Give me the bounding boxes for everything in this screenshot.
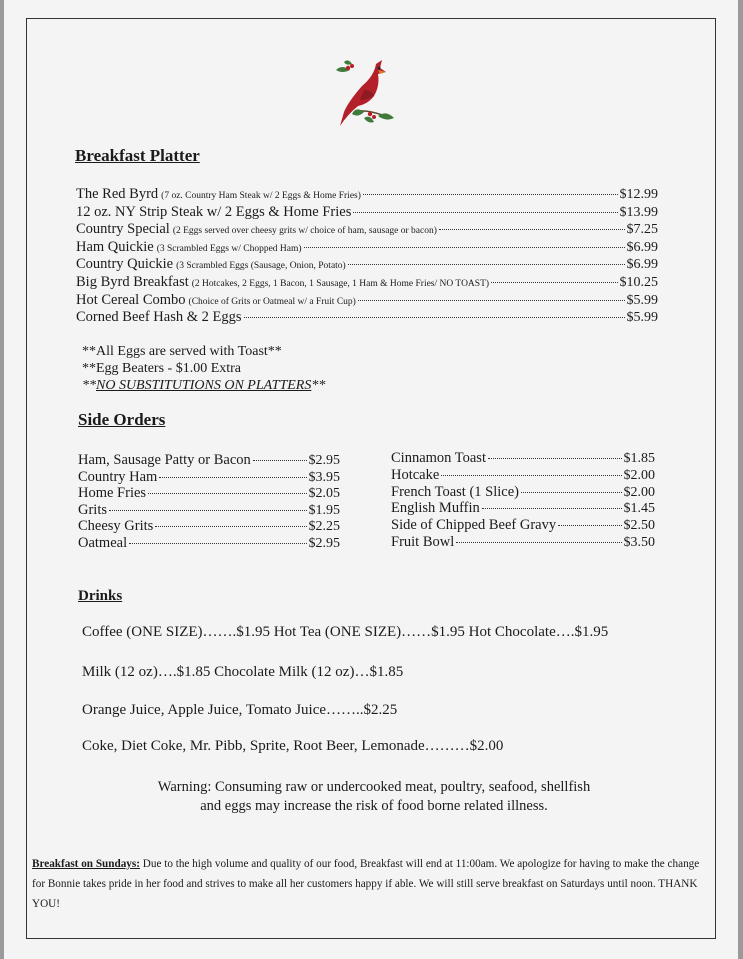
side-item-row	[78, 469, 340, 486]
breakfast-item-detail: (Choice of Grits or Oatmeal w/ a Fruit Cup)	[188, 296, 356, 307]
toast-note: **All Eggs are served with Toast**	[82, 344, 282, 359]
side-item-leader	[558, 525, 621, 526]
no-substitutions-note: **NO SUBSTITUTIONS ON PLATTERS**	[82, 378, 326, 393]
side-item-name: Ham, Sausage Patty or Bacon	[78, 452, 251, 468]
side-item-leader	[159, 477, 306, 478]
breakfast-item-name: The Red Byrd	[76, 186, 159, 202]
breakfast-item-detail: (7 oz. Country Ham Steak w/ 2 Eggs & Home Fries)	[161, 191, 361, 201]
side-item-price: $1.95	[308, 502, 340, 518]
side-item-row	[391, 534, 655, 551]
breakfast-item-row	[76, 292, 658, 309]
food-warning: Warning: Consuming raw or undercooked meat, poultry, seafood, shellfish and eggs may increase the risk of food borne related illness.	[157, 779, 591, 814]
drink-line-juice: Orange Juice, Apple Juice, Tomato Juice……..$2.25	[82, 702, 398, 718]
side-item-name: Grits	[78, 501, 107, 518]
sunday-notice-text: Due to the high volume and quality of our food, Breakfast will end at 11:00am. We apologize for having to make the change for Bonnie takes pride in her food and strives to make all her customers happy if able. We will still serve breakfast on Saturdays until noon. THANK YOU!	[32, 858, 700, 910]
side-item-row	[78, 485, 340, 502]
drink-line-soda: Coke, Diet Coke, Mr. Pibb, Sprite, Root Beer, Lemonade………$2.00	[82, 738, 504, 754]
breakfast-item-price: $6.99	[626, 257, 658, 273]
side-item-row	[391, 484, 655, 501]
breakfast-item-row	[76, 309, 658, 326]
breakfast-item-price: $5.99	[626, 292, 658, 308]
side-item-leader	[155, 526, 306, 527]
breakfast-item-detail: (2 Eggs served over cheesy grits w/ choice of ham, sausage or bacon)	[172, 226, 437, 237]
side-item-price: $2.95	[308, 536, 340, 551]
side-item-row	[78, 452, 340, 469]
drink-line-milk: Milk (12 oz)….$1.85 Chocolate Milk (12 oz)…$1.85	[82, 664, 404, 680]
breakfast-item-leader	[348, 264, 625, 265]
side-item-leader	[482, 508, 622, 509]
breakfast-item-price: $6.99	[626, 239, 658, 255]
side-item-leader	[521, 492, 622, 493]
breakfast-item-name: 12 oz. NY Strip Steak w/ 2 Eggs & Home Fries	[76, 203, 352, 220]
side-item-name: Side of Chipped Beef Gravy	[391, 517, 557, 534]
breakfast-item-detail: (3 Scrambled Eggs (Sausage, Onion, Potato)	[176, 261, 346, 272]
breakfast-item-price: $10.25	[619, 275, 658, 290]
breakfast-item-leader	[358, 300, 625, 301]
side-item-leader	[488, 458, 622, 459]
side-item-leader	[129, 543, 306, 544]
side-item-price: $1.85	[623, 451, 655, 466]
breakfast-item-leader	[304, 247, 625, 248]
breakfast-item-name: Hot Cereal Combo	[76, 291, 186, 308]
breakfast-item-row	[76, 239, 658, 256]
side-item-row	[78, 518, 340, 535]
side-item-name: Cinnamon Toast	[391, 450, 486, 466]
side-item-price: $2.95	[308, 453, 340, 468]
side-item-row	[391, 450, 655, 467]
side-item-leader	[148, 493, 306, 494]
breakfast-item-leader	[353, 212, 617, 213]
breakfast-item-leader	[491, 282, 617, 283]
side-item-price: $2.25	[308, 519, 340, 535]
breakfast-item-name: Ham Quickie	[76, 238, 154, 255]
drink-line-hot: Coffee (ONE SIZE)…….$1.95 Hot Tea (ONE SIZE)……$1.95 Hot Chocolate….$1.95	[82, 624, 609, 640]
drinks-heading: Drinks	[78, 588, 123, 604]
breakfast-item-price: $7.25	[626, 222, 658, 238]
side-item-name: English Muffin	[391, 500, 480, 517]
side-item-leader	[253, 460, 307, 461]
breakfast-item-name: Country Special	[76, 221, 170, 238]
side-item-leader	[456, 542, 621, 543]
side-item-row	[391, 467, 655, 484]
breakfast-item-name: Corned Beef Hash & 2 Eggs	[76, 309, 242, 326]
egg-beaters-note: **Egg Beaters - $1.00 Extra	[82, 361, 242, 376]
breakfast-item-price: $13.99	[619, 204, 658, 220]
side-item-name: Home Fries	[78, 485, 147, 502]
side-item-price: $1.45	[623, 501, 655, 517]
side-item-row	[391, 517, 655, 534]
breakfast-item-name: Big Byrd Breakfast	[76, 274, 189, 290]
side-item-row	[391, 500, 655, 517]
side-item-price: $3.95	[308, 469, 340, 485]
side-item-price: $2.50	[623, 518, 655, 534]
breakfast-item-detail: (2 Hotcakes, 2 Eggs, 1 Bacon, 1 Sausage, 1 Ham & Home Fries/ NO TOAST)	[191, 279, 490, 289]
breakfast-item-row	[76, 221, 658, 238]
breakfast-item-row	[76, 186, 658, 203]
side-item-name: Cheesy Grits	[78, 518, 154, 535]
breakfast-item-row	[76, 256, 658, 273]
breakfast-item-leader	[244, 317, 625, 318]
side-item-price: $3.50	[623, 535, 655, 550]
menu-sheet	[4, 0, 738, 959]
cardinal-icon	[334, 56, 398, 128]
side-item-row	[78, 535, 340, 552]
side-orders-heading: Side Orders	[78, 410, 166, 429]
side-item-name: French Toast (1 Slice)	[391, 483, 519, 500]
breakfast-item-price: $12.99	[619, 187, 658, 202]
breakfast-item-price: $5.99	[626, 310, 658, 326]
breakfast-item-row	[76, 204, 658, 221]
breakfast-item-name: Country Quickie	[76, 256, 174, 273]
side-item-leader	[441, 475, 621, 476]
breakfast-item-leader	[363, 194, 618, 195]
breakfast-item-leader	[439, 229, 625, 230]
sunday-notice-lead: Breakfast on Sundays:	[32, 858, 140, 870]
side-item-name: Hotcake	[391, 466, 440, 483]
sunday-notice	[32, 854, 712, 914]
side-item-leader	[109, 510, 307, 511]
side-item-row	[78, 502, 340, 519]
breakfast-platter-heading: Breakfast Platter	[75, 146, 200, 165]
side-item-price: $2.00	[623, 484, 655, 500]
side-item-price: $2.05	[308, 486, 340, 502]
breakfast-item-row	[76, 274, 658, 291]
side-item-price: $2.00	[623, 467, 655, 483]
side-item-name: Oatmeal	[78, 535, 128, 551]
breakfast-item-detail: (3 Scrambled Eggs w/ Chopped Ham)	[156, 243, 302, 254]
side-item-name: Fruit Bowl	[391, 534, 455, 550]
side-item-name: Country Ham	[78, 468, 158, 485]
